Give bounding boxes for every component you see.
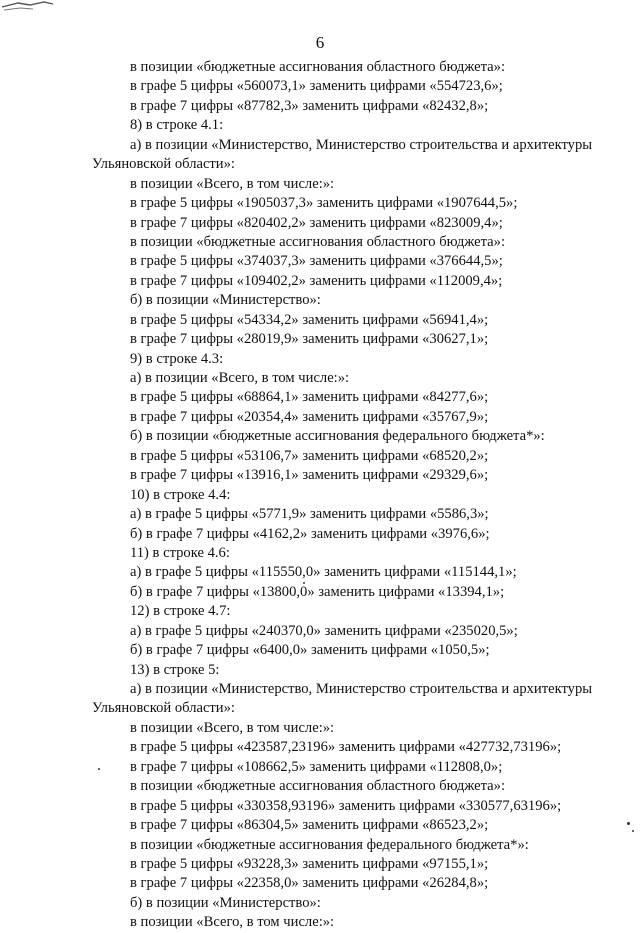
text-line: а) в графе 5 цифры «240370,0» заменить цифрами «235020,5»;	[130, 622, 518, 639]
text-line: в графе 7 цифры «20354,4» заменить цифрами «35767,9»;	[130, 408, 489, 425]
text-line: в позиции «бюджетные ассигнования областного бюджета»:	[130, 778, 505, 795]
text-line: 9) в строке 4.3:	[130, 350, 224, 367]
text-line: а) в позиции «Всего, в том числе:»:	[130, 370, 350, 386]
text-line: в графе 5 цифры «68864,1» заменить цифрами «84277,6»;	[130, 389, 489, 406]
text-line: Ульяновской области»:	[92, 700, 235, 717]
text-line: б) в графе 7 цифры «6400,0» заменить цифрами «1050,5»;	[130, 642, 490, 659]
scan-speck	[627, 822, 630, 825]
text-line: 12) в строке 4.7:	[130, 603, 231, 620]
text-line: а) в позиции «Министерство, Министерство строительства и архитектуры	[130, 681, 593, 697]
text-line: в графе 5 цифры «53106,7» заменить цифрами «68520,2»;	[130, 447, 489, 464]
text-line: в графе 7 цифры «22358,0» заменить цифрами «26284,8»;	[130, 875, 489, 892]
scan-speck	[98, 768, 100, 770]
text-line: в позиции «Всего, в том числе:»:	[130, 914, 335, 931]
text-line: 11) в строке 4.6:	[130, 544, 230, 561]
text-line: в позиции «бюджетные ассигнования областного бюджета»:	[130, 59, 505, 75]
text-line: в графе 7 цифры «86304,5» заменить цифрами «86523,2»;	[130, 817, 489, 834]
text-line: в позиции «Всего, в том числе:»:	[130, 175, 335, 192]
text-line: в графе 5 цифры «330358,93196» заменить цифрами «330577,63196»;	[130, 797, 562, 814]
text-line: б) в позиции «Министерство»:	[130, 894, 321, 911]
text-line: а) в графе 5 цифры «5771,9» заменить цифрами «5586,3»;	[130, 506, 489, 523]
text-line: в графе 5 цифры «93228,3» заменить цифрами «97155,1»;	[130, 855, 489, 872]
text-line: б) в графе 7 цифры «4162,2» заменить цифрами «3976,6»;	[130, 525, 490, 542]
text-line: а) в позиции «Министерство, Министерство строительства и архитектуры	[130, 136, 593, 153]
text-line: б) в позиции «Министерство»:	[130, 292, 321, 309]
text-line: а) в графе 5 цифры «115550,0» заменить цифрами «115144,1»;	[130, 564, 517, 581]
text-line: в графе 7 цифры «109402,2» заменить цифрами «112009,4»;	[130, 272, 503, 289]
text-line: в позиции «Всего, в том числе:»:	[130, 719, 335, 736]
text-line: 13) в строке 5:	[130, 661, 220, 678]
text-line: в графе 5 цифры «54334,2» заменить цифрами «56941,4»;	[130, 311, 489, 328]
text-line: в позиции «бюджетные ассигнования областного бюджета»:	[130, 233, 505, 250]
text-line: б) в позиции «бюджетные ассигнования федерального бюджета*»:	[130, 428, 545, 445]
text-line: в графе 5 цифры «1905037,3» заменить цифрами «1907644,5»;	[130, 195, 518, 212]
text-line: в графе 5 цифры «560073,1» заменить цифрами «554723,6»;	[130, 78, 503, 95]
scan-speck	[632, 830, 634, 832]
scan-artifact-mark	[0, 0, 55, 14]
text-line: в графе 5 цифры «374037,3» заменить цифрами «376644,5»;	[130, 253, 503, 270]
text-line: 10) в строке 4.4:	[130, 486, 231, 503]
text-line: в графе 7 цифры «28019,9» заменить цифрами «30627,1»;	[130, 331, 489, 348]
text-line: в позиции «бюджетные ассигнования федерального бюджета*»:	[130, 836, 529, 853]
text-line: в графе 7 цифры «13916,1» заменить цифрами «29329,6»;	[130, 467, 489, 484]
document-text-body	[92, 58, 622, 933]
scan-speck	[303, 582, 305, 584]
text-line: в графе 5 цифры «423587,23196» заменить цифрами «427732,73196»;	[130, 739, 562, 756]
text-line: 8) в строке 4.1:	[130, 117, 224, 134]
text-line: в графе 7 цифры «87782,3» заменить цифрами «82432,8»;	[130, 97, 489, 114]
text-line: б) в графе 7 цифры «13800,0» заменить цифрами «13394,1»;	[130, 583, 505, 600]
text-line: в графе 7 цифры «820402,2» заменить цифрами «823009,4»;	[130, 214, 503, 231]
text-line: Ульяновской области»:	[92, 156, 235, 173]
page-number: 6	[315, 33, 325, 52]
text-line: в графе 7 цифры «108662,5» заменить цифрами «112808,0»;	[130, 758, 503, 775]
